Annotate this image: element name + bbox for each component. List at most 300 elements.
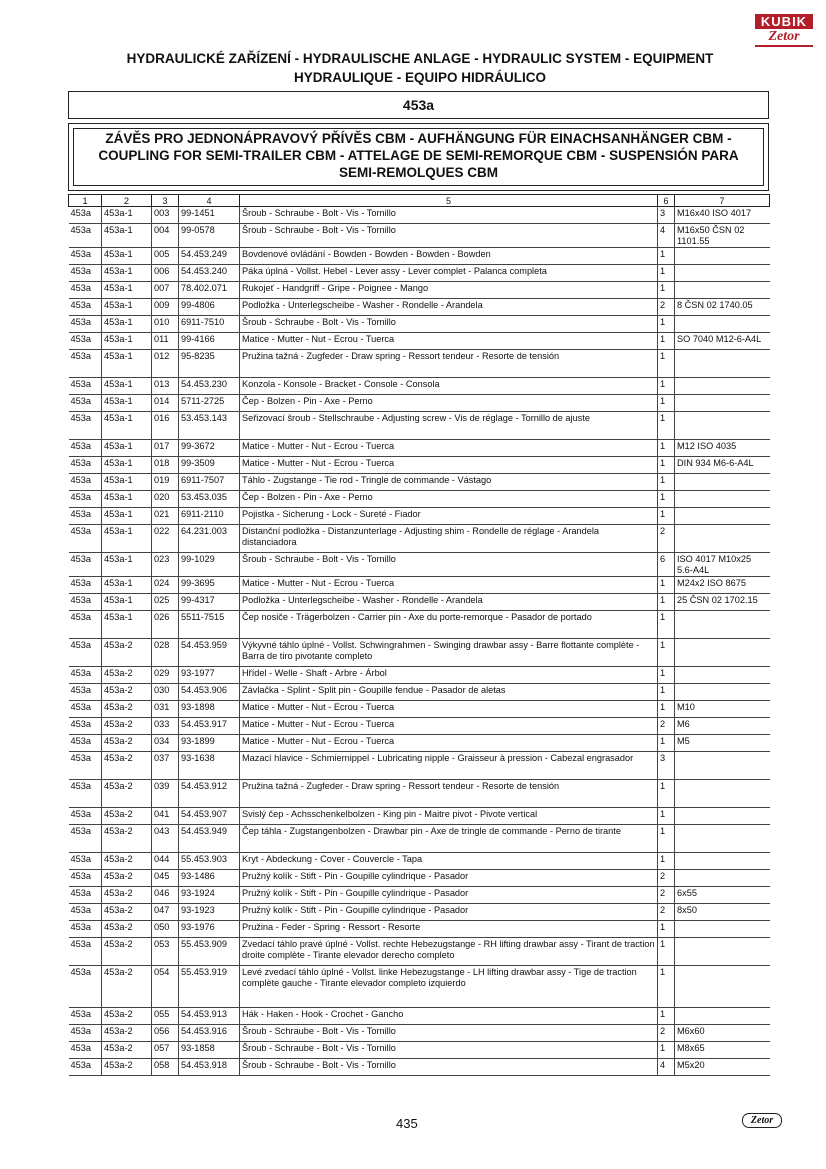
cell-col-1: 453a <box>69 938 102 966</box>
cell-col-4: 54.453.907 <box>179 808 240 825</box>
cell-col-6: 1 <box>658 594 675 611</box>
column-header-row <box>69 195 770 207</box>
cell-col-5: Pružný kolík - Stift - Pin - Goupille cylindrique - Pasador <box>240 904 658 921</box>
cell-col-5: Šroub - Schraube - Bolt - Vis - Tornillo <box>240 224 658 248</box>
cell-col-6: 3 <box>658 207 675 224</box>
cell-col-7: 8 ČSN 02 1740.05 <box>675 299 770 316</box>
cell-col-2: 453a-1 <box>102 207 152 224</box>
cell-col-6: 4 <box>658 224 675 248</box>
cell-col-4: 93-1976 <box>179 921 240 938</box>
cell-col-4: 53.453.143 <box>179 412 240 440</box>
cell-col-3: 033 <box>152 718 179 735</box>
cell-col-3: 020 <box>152 491 179 508</box>
cell-col-2: 453a-2 <box>102 1059 152 1076</box>
cell-col-6: 2 <box>658 299 675 316</box>
table-row <box>69 667 770 684</box>
cell-col-3: 010 <box>152 316 179 333</box>
cell-col-2: 453a-1 <box>102 525 152 553</box>
table-row <box>69 553 770 577</box>
cell-col-5: Čep - Bolzen - Pin - Axe - Perno <box>240 395 658 412</box>
cell-col-2: 453a-1 <box>102 457 152 474</box>
title-line-2: COUPLING FOR SEMI-TRAILER CBM - ATTELAGE DE SEMI-REMORQUE CBM - SUSPENSIÓN PARA <box>98 148 739 163</box>
table-row <box>69 412 770 440</box>
cell-col-1: 453a <box>69 553 102 577</box>
title-box <box>68 123 769 191</box>
cell-col-4: 6911-2110 <box>179 508 240 525</box>
cell-col-1: 453a <box>69 887 102 904</box>
cell-col-6: 1 <box>658 457 675 474</box>
cell-col-4: 54.453.917 <box>179 718 240 735</box>
cell-col-6: 1 <box>658 853 675 870</box>
cell-col-4: 99-4317 <box>179 594 240 611</box>
cell-col-7: DIN 934 M6-6-A4L <box>675 457 770 474</box>
cell-col-5: Páka úplná - Vollst. Hebel - Lever assy - Lever complet - Palanca completa <box>240 265 658 282</box>
cell-col-1: 453a <box>69 265 102 282</box>
cell-col-4: 99-0578 <box>179 224 240 248</box>
cell-col-2: 453a-2 <box>102 825 152 853</box>
cell-col-1: 453a <box>69 395 102 412</box>
cell-col-1: 453a <box>69 282 102 299</box>
cell-col-1: 453a <box>69 248 102 265</box>
cell-col-5: Pružina - Feder - Spring - Ressort - Resorte <box>240 921 658 938</box>
cell-col-7: M10 <box>675 701 770 718</box>
cell-col-3: 058 <box>152 1059 179 1076</box>
cell-col-4: 99-3695 <box>179 577 240 594</box>
cell-col-7 <box>675 611 770 639</box>
column-header: 4 <box>179 195 240 207</box>
cell-col-6: 1 <box>658 1042 675 1059</box>
cell-col-5: Mazací hlavice - Schmiernippel - Lubricating nipple - Graisseur à pression - Cabezal engrasador <box>240 752 658 780</box>
cell-col-6: 1 <box>658 701 675 718</box>
cell-col-1: 453a <box>69 853 102 870</box>
cell-col-6: 2 <box>658 870 675 887</box>
cell-col-6: 1 <box>658 808 675 825</box>
title-line-1: ZÁVĚS PRO JEDNONÁPRAVOVÝ PŘÍVĚS CBM - AUFHÄNGUNG FÜR EINACHSANHÄNGER CBM - <box>105 131 732 146</box>
cell-col-4: 99-4806 <box>179 299 240 316</box>
cell-col-7: M8x65 <box>675 1042 770 1059</box>
cell-col-3: 031 <box>152 701 179 718</box>
cell-col-3: 044 <box>152 853 179 870</box>
cell-col-3: 039 <box>152 780 179 808</box>
cell-col-3: 004 <box>152 224 179 248</box>
cell-col-3: 016 <box>152 412 179 440</box>
cell-col-4: 95-8235 <box>179 350 240 378</box>
table-row <box>69 508 770 525</box>
table-row <box>69 248 770 265</box>
cell-col-3: 053 <box>152 938 179 966</box>
logo-kubik-text: KUBIK <box>755 14 813 29</box>
cell-col-3: 009 <box>152 299 179 316</box>
cell-col-6: 1 <box>658 966 675 1008</box>
cell-col-6: 1 <box>658 938 675 966</box>
logo-zetor-text: Zetor <box>755 29 813 47</box>
cell-col-5: Šroub - Schraube - Bolt - Vis - Tornillo <box>240 207 658 224</box>
cell-col-6: 1 <box>658 611 675 639</box>
cell-col-5: Pružný kolík - Stift - Pin - Goupille cylindrique - Pasador <box>240 887 658 904</box>
cell-col-3: 043 <box>152 825 179 853</box>
table-row <box>69 718 770 735</box>
cell-col-6: 1 <box>658 491 675 508</box>
cell-col-2: 453a-2 <box>102 904 152 921</box>
cell-col-3: 055 <box>152 1008 179 1025</box>
cell-col-1: 453a <box>69 412 102 440</box>
cell-col-3: 046 <box>152 887 179 904</box>
cell-col-6: 1 <box>658 282 675 299</box>
cell-col-3: 045 <box>152 870 179 887</box>
cell-col-1: 453a <box>69 825 102 853</box>
cell-col-7 <box>675 1008 770 1025</box>
cell-col-3: 028 <box>152 639 179 667</box>
cell-col-1: 453a <box>69 684 102 701</box>
cell-col-5: Šroub - Schraube - Bolt - Vis - Tornillo <box>240 316 658 333</box>
cell-col-7 <box>675 265 770 282</box>
cell-col-2: 453a-1 <box>102 299 152 316</box>
cell-col-7 <box>675 474 770 491</box>
cell-col-4: 53.453.035 <box>179 491 240 508</box>
cell-col-6: 2 <box>658 887 675 904</box>
cell-col-7: M6 <box>675 718 770 735</box>
cell-col-6: 1 <box>658 378 675 395</box>
cell-col-4: 54.453.918 <box>179 1059 240 1076</box>
cell-col-1: 453a <box>69 207 102 224</box>
cell-col-4: 99-4166 <box>179 333 240 350</box>
cell-col-6: 1 <box>658 667 675 684</box>
cell-col-4: 93-1923 <box>179 904 240 921</box>
cell-col-4: 54.453.913 <box>179 1008 240 1025</box>
cell-col-2: 453a-2 <box>102 1042 152 1059</box>
cell-col-1: 453a <box>69 577 102 594</box>
cell-col-3: 003 <box>152 207 179 224</box>
cell-col-2: 453a-2 <box>102 1008 152 1025</box>
cell-col-7 <box>675 316 770 333</box>
cell-col-2: 453a-1 <box>102 508 152 525</box>
cell-col-6: 6 <box>658 553 675 577</box>
cell-col-2: 453a-2 <box>102 921 152 938</box>
cell-col-4: 93-1858 <box>179 1042 240 1059</box>
cell-col-3: 011 <box>152 333 179 350</box>
table-row <box>69 299 770 316</box>
table-row <box>69 808 770 825</box>
cell-col-1: 453a <box>69 457 102 474</box>
column-header: 5 <box>240 195 658 207</box>
cell-col-1: 453a <box>69 1008 102 1025</box>
cell-col-5: Podložka - Unterlegscheibe - Washer - Rondelle - Arandela <box>240 594 658 611</box>
table-row <box>69 282 770 299</box>
cell-col-1: 453a <box>69 1025 102 1042</box>
page-number: 435 <box>396 1116 418 1131</box>
cell-col-6: 1 <box>658 825 675 853</box>
cell-col-3: 030 <box>152 684 179 701</box>
cell-col-7 <box>675 966 770 1008</box>
cell-col-7 <box>675 639 770 667</box>
cell-col-4: 6911-7507 <box>179 474 240 491</box>
cell-col-3: 022 <box>152 525 179 553</box>
cell-col-3: 018 <box>152 457 179 474</box>
cell-col-5: Pojistka - Sicherung - Lock - Sureté - Fiador <box>240 508 658 525</box>
cell-col-6: 2 <box>658 1025 675 1042</box>
cell-col-5: Výkyvné táhlo úplné - Vollst. Schwingrahmen - Swinging drawbar assy - Barre flottante complète - Barra de tiro pivotante completo <box>240 639 658 667</box>
cell-col-7: 25 ČSN 02 1702.15 <box>675 594 770 611</box>
table-row <box>69 1042 770 1059</box>
cell-col-5: Šroub - Schraube - Bolt - Vis - Tornillo <box>240 1025 658 1042</box>
cell-col-1: 453a <box>69 1059 102 1076</box>
cell-col-6: 2 <box>658 525 675 553</box>
cell-col-2: 453a-2 <box>102 887 152 904</box>
table-row <box>69 1025 770 1042</box>
cell-col-2: 453a-1 <box>102 474 152 491</box>
footer-zetor-logo: Zetor <box>742 1113 782 1128</box>
table-row <box>69 333 770 350</box>
cell-col-1: 453a <box>69 474 102 491</box>
table-row <box>69 701 770 718</box>
cell-col-2: 453a-2 <box>102 808 152 825</box>
table-row <box>69 378 770 395</box>
table-row <box>69 904 770 921</box>
cell-col-7 <box>675 752 770 780</box>
cell-col-5: Čep - Bolzen - Pin - Axe - Perno <box>240 491 658 508</box>
cell-col-3: 005 <box>152 248 179 265</box>
cell-col-3: 050 <box>152 921 179 938</box>
cell-col-2: 453a-2 <box>102 701 152 718</box>
cell-col-4: 93-1924 <box>179 887 240 904</box>
cell-col-4: 54.453.230 <box>179 378 240 395</box>
cell-col-5: Seřizovací šroub - Stellschraube - Adjusting screw - Vis de réglage - Tornillo de ajuste <box>240 412 658 440</box>
table-row <box>69 639 770 667</box>
cell-col-5: Čep nosiče - Trägerbolzen - Carrier pin - Axe du porte-remorque - Pasador de portado <box>240 611 658 639</box>
cell-col-4: 99-1451 <box>179 207 240 224</box>
table-row <box>69 594 770 611</box>
cell-col-1: 453a <box>69 735 102 752</box>
cell-col-4: 64.231.003 <box>179 525 240 553</box>
cell-col-5: Rukojeť - Handgriff - Gripe - Poignee - Mango <box>240 282 658 299</box>
cell-col-3: 054 <box>152 966 179 1008</box>
kubik-zetor-logo <box>755 14 813 48</box>
cell-col-5: Levé zvedací táhlo úplné - Vollst. linke Hebezugstange - LH lifting drawbar assy - Tige de traction complète gauche - Tirante elevador completo izquierdo <box>240 966 658 1008</box>
cell-col-2: 453a-1 <box>102 316 152 333</box>
cell-col-2: 453a-1 <box>102 333 152 350</box>
cell-col-5: Svislý čep - Achsschenkelbolzen - King pin - Maitre pivot - Pivote vertical <box>240 808 658 825</box>
table-row <box>69 853 770 870</box>
cell-col-1: 453a <box>69 224 102 248</box>
cell-col-2: 453a-2 <box>102 735 152 752</box>
cell-col-6: 1 <box>658 1008 675 1025</box>
table-row <box>69 611 770 639</box>
table-row <box>69 921 770 938</box>
cell-col-3: 023 <box>152 553 179 577</box>
cell-col-4: 55.453.919 <box>179 966 240 1008</box>
cell-col-1: 453a <box>69 350 102 378</box>
cell-col-6: 1 <box>658 474 675 491</box>
cell-col-6: 1 <box>658 440 675 457</box>
parts-table <box>68 194 770 1076</box>
cell-col-1: 453a <box>69 378 102 395</box>
cell-col-1: 453a <box>69 718 102 735</box>
cell-col-3: 029 <box>152 667 179 684</box>
cell-col-6: 1 <box>658 333 675 350</box>
cell-col-2: 453a-1 <box>102 378 152 395</box>
cell-col-4: 93-1638 <box>179 752 240 780</box>
cell-col-4: 99-3672 <box>179 440 240 457</box>
table-row <box>69 870 770 887</box>
cell-col-4: 93-1486 <box>179 870 240 887</box>
cell-col-4: 6911-7510 <box>179 316 240 333</box>
cell-col-3: 007 <box>152 282 179 299</box>
table-row <box>69 780 770 808</box>
cell-col-7 <box>675 870 770 887</box>
cell-col-4: 54.453.912 <box>179 780 240 808</box>
cell-col-5: Táhlo - Zugstange - Tie rod - Tringle de commande - Vástago <box>240 474 658 491</box>
cell-col-4: 93-1977 <box>179 667 240 684</box>
cell-col-4: 55.453.903 <box>179 853 240 870</box>
table-row <box>69 525 770 553</box>
cell-col-7: M5x20 <box>675 1059 770 1076</box>
table-row <box>69 1008 770 1025</box>
cell-col-7 <box>675 684 770 701</box>
cell-col-2: 453a-1 <box>102 553 152 577</box>
cell-col-7 <box>675 667 770 684</box>
cell-col-7 <box>675 412 770 440</box>
cell-col-1: 453a <box>69 508 102 525</box>
cell-col-3: 034 <box>152 735 179 752</box>
cell-col-7 <box>675 282 770 299</box>
cell-col-7 <box>675 248 770 265</box>
cell-col-7 <box>675 780 770 808</box>
table-row <box>69 938 770 966</box>
cell-col-6: 1 <box>658 780 675 808</box>
cell-col-7: M24x2 ISO 8675 <box>675 577 770 594</box>
table-row <box>69 395 770 412</box>
cell-col-7 <box>675 350 770 378</box>
cell-col-3: 012 <box>152 350 179 378</box>
cell-col-7: SO 7040 M12-6-A4L <box>675 333 770 350</box>
cell-col-5: Konzola - Konsole - Bracket - Console - Consola <box>240 378 658 395</box>
cell-col-1: 453a <box>69 870 102 887</box>
cell-col-5: Bovdenové ovládání - Bowden - Bowden - Bowden - Bowden <box>240 248 658 265</box>
cell-col-5: Matice - Mutter - Nut - Ecrou - Tuerca <box>240 457 658 474</box>
cell-col-5: Šroub - Schraube - Bolt - Vis - Tornillo <box>240 553 658 577</box>
cell-col-6: 1 <box>658 508 675 525</box>
cell-col-4: 54.453.949 <box>179 825 240 853</box>
header-line-1: HYDRAULICKÉ ZAŘÍZENÍ - HYDRAULISCHE ANLAGE - HYDRAULIC SYSTEM - EQUIPMENT <box>126 51 714 66</box>
cell-col-6: 2 <box>658 718 675 735</box>
cell-col-7 <box>675 491 770 508</box>
cell-col-3: 017 <box>152 440 179 457</box>
cell-col-7 <box>675 825 770 853</box>
cell-col-5: Šroub - Schraube - Bolt - Vis - Tornillo <box>240 1042 658 1059</box>
cell-col-2: 453a-1 <box>102 265 152 282</box>
cell-col-1: 453a <box>69 525 102 553</box>
cell-col-7 <box>675 938 770 966</box>
cell-col-5: Matice - Mutter - Nut - Ecrou - Tuerca <box>240 577 658 594</box>
cell-col-5: Distanční podložka - Distanzunterlage - Adjusting shim - Rondelle de réglage - Arandela distanciadora <box>240 525 658 553</box>
cell-col-2: 453a-1 <box>102 350 152 378</box>
cell-col-7: 8x50 <box>675 904 770 921</box>
cell-col-4: 5511-7515 <box>179 611 240 639</box>
cell-col-4: 54.453.959 <box>179 639 240 667</box>
cell-col-2: 453a-1 <box>102 611 152 639</box>
cell-col-6: 1 <box>658 395 675 412</box>
cell-col-4: 54.453.906 <box>179 684 240 701</box>
cell-col-7: M12 ISO 4035 <box>675 440 770 457</box>
cell-col-7 <box>675 921 770 938</box>
cell-col-4: 99-3509 <box>179 457 240 474</box>
header-line-2: HYDRAULIQUE - EQUIPO HIDRÁULICO <box>293 70 546 85</box>
title-inner <box>73 128 764 186</box>
cell-col-6: 1 <box>658 735 675 752</box>
cell-col-3: 006 <box>152 265 179 282</box>
cell-col-4: 93-1899 <box>179 735 240 752</box>
cell-col-6: 3 <box>658 752 675 780</box>
cell-col-5: Pružina tažná - Zugfeder - Draw spring - Ressort tendeur - Resorte de tensión <box>240 350 658 378</box>
cell-col-5: Pružina tažná - Zugfeder - Draw spring - Ressort tendeur - Resorte de tensión <box>240 780 658 808</box>
cell-col-2: 453a-2 <box>102 780 152 808</box>
cell-col-6: 1 <box>658 921 675 938</box>
section-number: 453a <box>68 91 769 119</box>
cell-col-5: Kryt - Abdeckung - Cover - Couvercle - Tapa <box>240 853 658 870</box>
cell-col-5: Matice - Mutter - Nut - Ecrou - Tuerca <box>240 440 658 457</box>
cell-col-6: 1 <box>658 577 675 594</box>
cell-col-7: M16x40 ISO 4017 <box>675 207 770 224</box>
cell-col-3: 056 <box>152 1025 179 1042</box>
table-row <box>69 1059 770 1076</box>
table-row <box>69 966 770 1008</box>
column-header: 6 <box>658 195 675 207</box>
cell-col-2: 453a-1 <box>102 224 152 248</box>
cell-col-1: 453a <box>69 921 102 938</box>
cell-col-1: 453a <box>69 333 102 350</box>
cell-col-5: Pružný kolík - Stift - Pin - Goupille cylindrique - Pasador <box>240 870 658 887</box>
cell-col-3: 057 <box>152 1042 179 1059</box>
cell-col-1: 453a <box>69 299 102 316</box>
table-row <box>69 752 770 780</box>
cell-col-1: 453a <box>69 1042 102 1059</box>
table-row <box>69 491 770 508</box>
cell-col-5: Čep táhla - Zugstangenbolzen - Drawbar pin - Axe de tringle de commande - Perno de tirante <box>240 825 658 853</box>
cell-col-7: M5 <box>675 735 770 752</box>
cell-col-1: 453a <box>69 808 102 825</box>
cell-col-2: 453a-2 <box>102 870 152 887</box>
cell-col-2: 453a-2 <box>102 853 152 870</box>
cell-col-4: 54.453.249 <box>179 248 240 265</box>
cell-col-5: Podložka - Unterlegscheibe - Washer - Rondelle - Arandela <box>240 299 658 316</box>
cell-col-3: 041 <box>152 808 179 825</box>
cell-col-2: 453a-1 <box>102 412 152 440</box>
table-row <box>69 457 770 474</box>
cell-col-5: Hřídel - Welle - Shaft - Arbre - Árbol <box>240 667 658 684</box>
cell-col-6: 1 <box>658 316 675 333</box>
cell-col-6: 1 <box>658 248 675 265</box>
cell-col-3: 026 <box>152 611 179 639</box>
cell-col-2: 453a-1 <box>102 440 152 457</box>
cell-col-6: 1 <box>658 684 675 701</box>
cell-col-7: M6x60 <box>675 1025 770 1042</box>
table-row <box>69 887 770 904</box>
cell-col-7 <box>675 395 770 412</box>
cell-col-6: 2 <box>658 904 675 921</box>
cell-col-4: 78.402.071 <box>179 282 240 299</box>
cell-col-1: 453a <box>69 594 102 611</box>
cell-col-2: 453a-1 <box>102 577 152 594</box>
cell-col-1: 453a <box>69 780 102 808</box>
cell-col-3: 021 <box>152 508 179 525</box>
cell-col-7 <box>675 378 770 395</box>
cell-col-1: 453a <box>69 639 102 667</box>
cell-col-4: 54.453.916 <box>179 1025 240 1042</box>
table-row <box>69 207 770 224</box>
cell-col-4: 5711-2725 <box>179 395 240 412</box>
cell-col-3: 037 <box>152 752 179 780</box>
table-row <box>69 440 770 457</box>
